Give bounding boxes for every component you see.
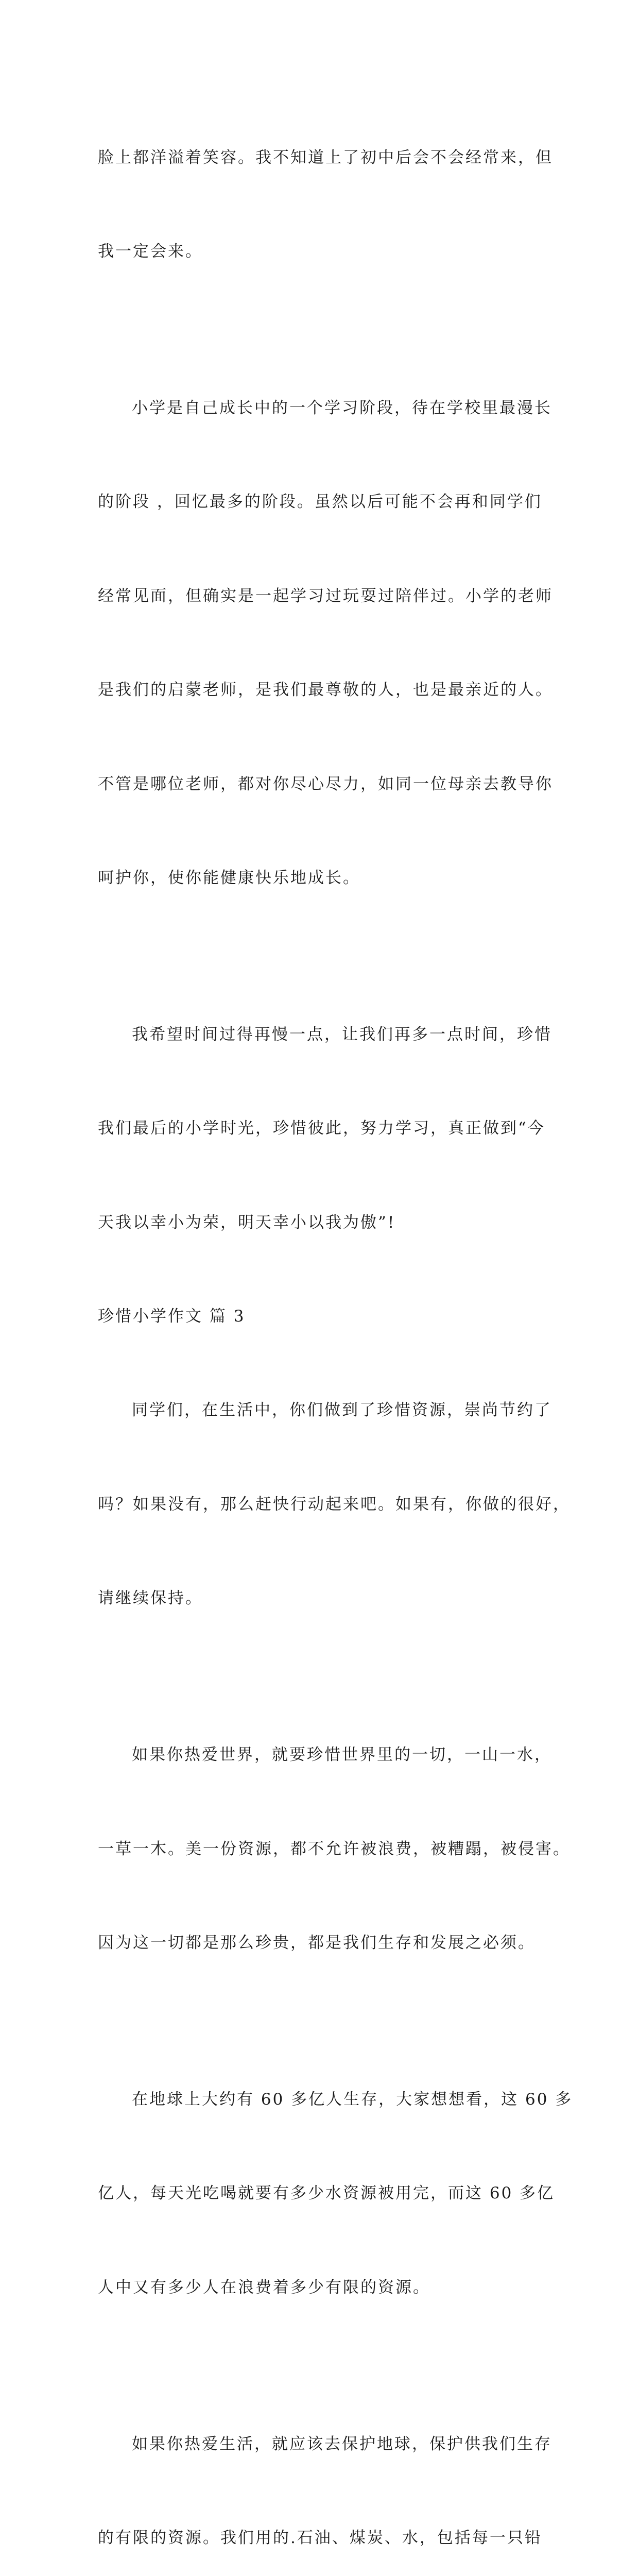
paragraph (98, 2366, 551, 2576)
paragraph (98, 1677, 571, 2022)
text-line: 小学是自己成长中的一个学习阶段，待在学校里最漫长 (132, 398, 552, 417)
paragraph (98, 330, 551, 956)
text-line: 吗？如果没有，那么赶快行动起来吧。如果有，你做的很好， (98, 1495, 571, 1514)
paragraph (98, 956, 551, 1301)
text-line: 我们最后的小学时光，珍惜彼此，努力学习，真正做到“今 (98, 1119, 545, 1138)
text-line: 天我以幸小为荣，明天幸小以我为傲”! (98, 1213, 396, 1232)
text-line: 亿人，每天光吃喝就要有多少水资源被用完，而这 60 多亿 (98, 2184, 555, 2203)
text-line: 经常见面，但确实是一起学习过玩耍过陪伴过。小学的老师 (98, 586, 553, 605)
paragraph (98, 2021, 573, 2366)
text-line: 我希望时间过得再慢一点，让我们再多一点时间，珍惜 (132, 1025, 552, 1044)
text-line: 因为这一切都是那么珍贵，都是我们生存和发展之必须。 (98, 1934, 536, 1953)
section-heading: 珍惜小学作文 篇 3 (98, 1307, 246, 1326)
text-line: 同学们，在生活中，你们做到了珍惜资源，崇尚节约了 (132, 1401, 552, 1420)
text-line: 是我们的启蒙老师，是我们最尊敬的人，也是最亲近的人。 (98, 681, 553, 700)
text-line: 的阶段 ，回忆最多的阶段。虽然以后可能不会再和同学们 (98, 493, 542, 512)
text-line: 如果你热爱生活，就应该去保护地球，保护供我们生存 (132, 2434, 552, 2453)
text-line: 一草一木。美一份资源，都不允许被浪费，被糟蹋，被侵害。 (98, 1839, 571, 1858)
paragraph (98, 79, 551, 330)
document-body (98, 79, 573, 2576)
text-line: 请继续保持。 (98, 1589, 203, 1608)
text-line: 呵护你，使你能健康快乐地成长。 (98, 868, 360, 887)
paragraph (98, 1332, 571, 1677)
text-line: 如果你热爱世界，就要珍惜世界里的一切，一山一水， (132, 1745, 552, 1765)
text-line: 不管是哪位老师，都对你尽心尽力，如同一位母亲去教导你 (98, 774, 553, 793)
text-line: 的有限的资源。我们用的.石油、煤炭、水，包括每一只铅 (98, 2529, 542, 2548)
text-line: 我一定会来。 (98, 242, 203, 261)
text-line: 人中又有多少人在浪费着多少有限的资源。 (98, 2278, 430, 2297)
text-line: 脸上都洋溢着笑容。我不知道上了初中后会不会经常来，但 (98, 148, 553, 167)
text-line: 在地球上大约有 60 多亿人生存，大家想想看，这 60 多 (132, 2090, 573, 2109)
